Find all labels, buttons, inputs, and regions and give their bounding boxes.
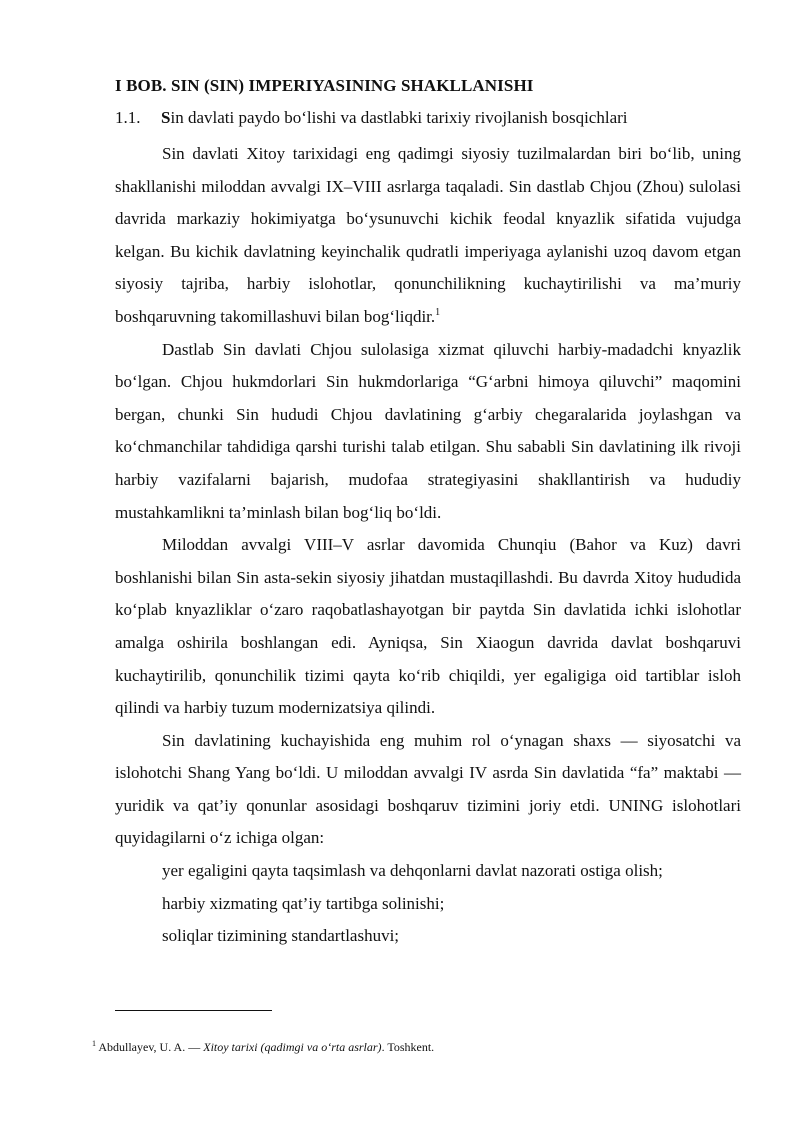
list-item: soliqlar tizimining standartlashuvi; [162,926,400,946]
paragraph: Sin davlatining kuchayishida eng muhim rol o‘ynagan shaxs — siyosatchi va islohotchi Shang Yang bo‘ldi. U miloddan avvalgi IV asrda Sin davlatida “fa” maktabi — yuridik va qat’iy qonunlar asosidagi boshqaruv tizimini joriy etdi. UNING islohotlari quyidagilarni o‘z ichiga olgan: [115,730,741,848]
footnote-place: . Toshkent. [381,1040,435,1054]
list-item: yer egaligini qayta taqsimlash va dehqonlarni davlat nazorati ostiga olish; [162,861,663,881]
footnote-author: Abdullayev, U. A. — [98,1040,204,1054]
footnote [92,1040,434,1055]
footnote-title: Xitoy tarixi (qadimgi va o‘rta asrlar) [203,1040,382,1054]
list-item: harbiy xizmating qat’iy tartibga solinishi; [162,893,445,913]
section-title-initial: S [161,108,171,127]
paragraph: Miloddan avvalgi VIII–V asrlar davomida Chunqiu (Bahor va Kuz) davri boshlanishi bilan Sin asta-sekin siyosiy jihatdan mustaqillashdi. Bu davrda Xitoy hududida ko‘plab knyazliklar o‘zaro raqobatlashayotgan bir paytda Sin davlatida ichki islohotlar amalga oshirila boshlangan edi. Ayniqsa, Sin Xiaogun davrida davlat boshqaruvi kuchaytirilib, qonunchilik tizimi qayta ko‘rib chiqildi, yer egaligiga oid tartiblar isloh qilindi va harbiy tuzum modernizatsiya qilindi. [115,535,741,718]
footnote-marker: 1 [92,1039,96,1048]
paragraph [115,138,741,334]
chapter-title: I BOB. SIN (SIN) IMPERIYASINING SHAKLLANISHI [115,76,534,95]
section-number: 1.1. [115,108,141,127]
paragraph-text: Sin davlati Xitoy tarixidagi eng qadimgi siyosiy tuzilmalardan biri bo‘lib, uning shakllanishi miloddan avvalgi IX–VIII asrlarga taqaladi. Sin dastlab Chjou (Zhou) sulolasi davrida markaziy hokimiyatga bo‘ysunuvchi kichik feodal knyazlik sifatida vujudga kelgan. Bu kichik davlatning keyinchalik qudratli imperiyaga aylanishi uzoq davom etgan siyosiy tajriba, harbiy islohotlar, qonunchilikning kuchaytirilishi va ma’muriy boshqaruvning takomillashuvi bilan bog‘liqdir. [115,144,741,326]
footnote-separator [115,1010,272,1011]
section-heading [115,108,628,128]
section-title: in davlati paydo bo‘lishi va dastlabki tarixiy rivojlanish bosqichlari [170,108,628,127]
footnote-reference[interactable]: 1 [435,306,441,318]
body-text [115,138,741,953]
paragraph: Dastlab Sin davlati Chjou sulolasiga xizmat qiluvchi harbiy-madadchi knyazlik bo‘lgan. Chjou hukmdorlari Sin hukmdorlariga “G‘arbni himoya qiluvchi” maqomini bergan, chunki Sin hududi Chjou davlatining g‘arbiy chegaralarida joylashgan va ko‘chmanchilar tahdidiga qarshi turishi talab etilgan. Shu sababli Sin davlatining ilk rivoji harbiy vazifalarni bajarish, mudofaa strategiyasini shakllantirish va hududiy mustahkamlikni ta’minlash bilan bog‘liq bo‘ldi. [115,339,741,522]
